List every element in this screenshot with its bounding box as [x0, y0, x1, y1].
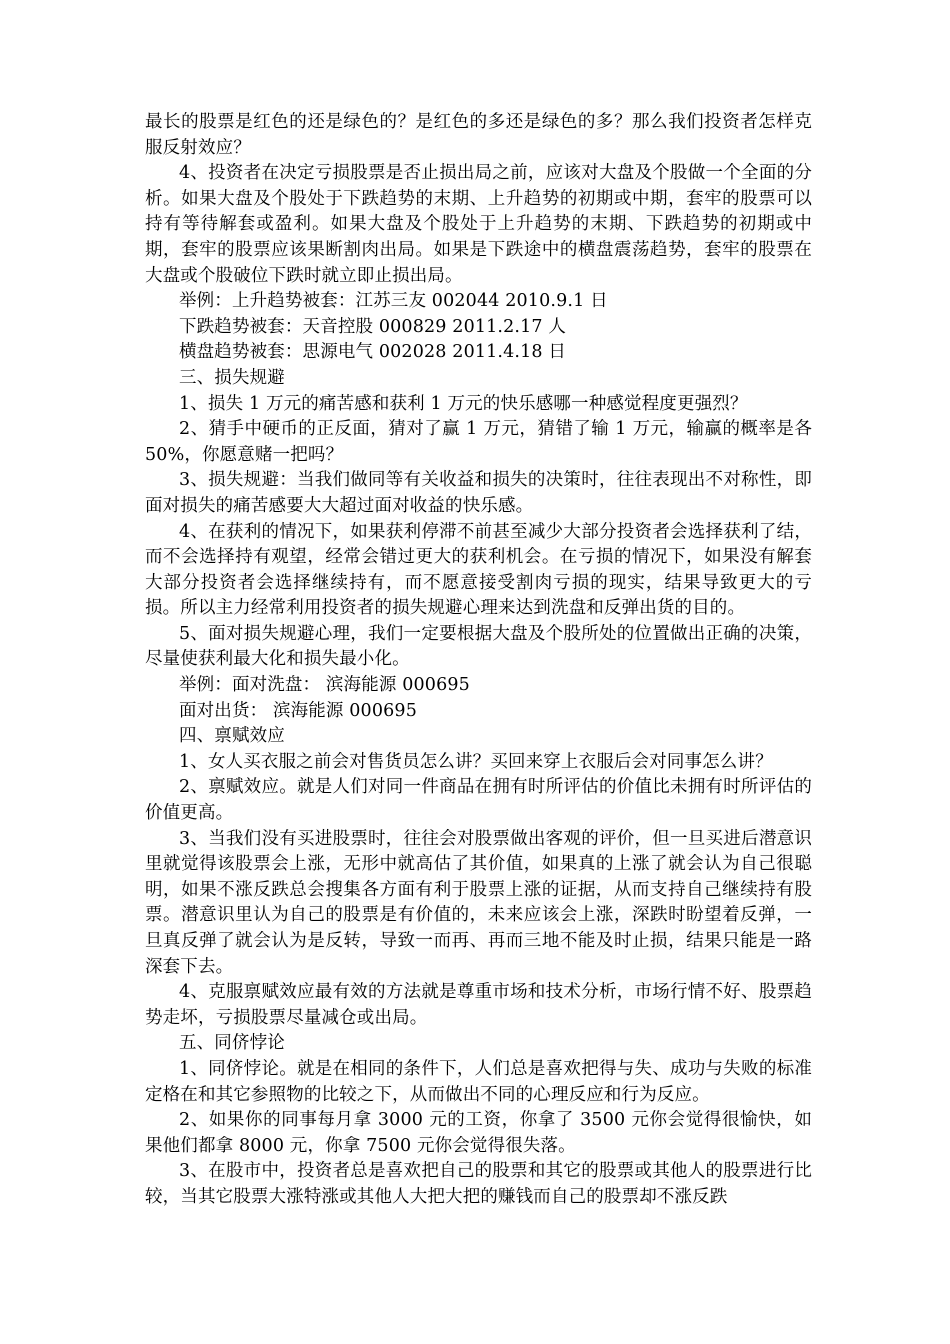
paragraph: 1、女人买衣服之前会对售货员怎么讲？买回来穿上衣服后会对同事怎么讲？ [179, 751, 773, 772]
paragraph: 3、损失规避：当我们做同等有关收益和损失的决策时，往往表现出不对称性，即面对损失的痛苦感要大大超过面对收益的快乐感。 [145, 470, 812, 516]
document-body [145, 110, 812, 1211]
paragraph: 4、克服禀赋效应最有效的方法就是尊重市场和技术分析，市场行情不好、股票趋势走坏，亏损股票尽量减仓或出局。 [145, 982, 812, 1028]
section-heading: 四、禀赋效应 [179, 726, 285, 747]
section-heading: 五、同侪悖论 [179, 1033, 285, 1054]
paragraph: 面对出货： 滨海能源 000695 [179, 700, 417, 721]
paragraph: 2、禀赋效应。就是人们对同一件商品在拥有时所评估的价值比未拥有时所评估的价值更高。 [145, 777, 812, 824]
paragraph: 3、在股市中，投资者总是喜欢把自己的股票和其它的股票或其他人的股票进行比较，当其它股票大涨特涨或其他人大把大把的赚钱而自己的股票却不涨反跌 [145, 1161, 812, 1207]
paragraph: 最长的股票是红色的还是绿色的？是红色的多还是绿色的多？那么我们投资者怎样克服反射效应？ [145, 112, 812, 158]
paragraph: 2、如果你的同事每月拿 3000 元的工资，你拿了 3500 元你会觉得很愉快，如果他们都拿 8000 元，你拿 7500 元你会觉得很失落。 [145, 1110, 812, 1156]
paragraph: 4、投资者在决定亏损股票是否止损出局之前，应该对大盘及个股做一个全面的分析。如果大盘及个股处于下跌趋势的末期、上升趋势的初期或中期，套牢的股票可以持有等待解套或盈利。如果大盘及个股处于上升趋势的末期、下跌趋势的初期或中期，套牢的股票应该果断割肉出局。如果是下跌途中的横盘震荡趋势，套牢的股票在大盘或个股破位下跌时就立即止损出局。 [145, 163, 812, 286]
paragraph: 下跌趋势被套：天音控股 000829 2011.2.17 人 [179, 316, 567, 337]
paragraph: 5、面对损失规避心理，我们一定要根据大盘及个股所处的位置做出正确的决策，尽量使获利最大化和损失最小化。 [145, 623, 812, 670]
paragraph: 举例：面对洗盘： 滨海能源 000695 [179, 675, 470, 696]
paragraph: 3、当我们没有买进股票时，往往会对股票做出客观的评价，但一旦买进后潜意识里就觉得该股票会上涨，无形中就高估了其价值，如果真的上涨了就会认为自己很聪明，如果不涨反跌总会搜集各方面有利于股票上涨的证据，从而支持自己继续持有股票。潜意识里认为自己的股票是有价值的，未来应该会上涨，深跌时盼望着反弹，一旦真反弹了就会认为是反转，导致一而再、再而三地不能及时止损，结果只能是一路深套下去。 [145, 828, 812, 977]
paragraph: 4、在获利的情况下，如果获利停滞不前甚至减少大部分投资者会选择获利了结，而不会选择持有观望，经常会错过更大的获利机会。在亏损的情况下，如果没有解套大部分投资者会选择继续持有，而不愿意接受割肉亏损的现实，结果导致更大的亏损。所以主力经常利用投资者的损失规避心理来达到洗盘和反弹出货的目的。 [145, 521, 812, 619]
section-heading: 三、损失规避 [179, 367, 285, 388]
paragraph: 举例：上升趋势被套：江苏三友 002044 2010.9.1 日 [179, 291, 608, 312]
paragraph: 2、猜手中硬币的正反面，猜对了赢 1 万元，猜错了输 1 万元，输赢的概率是各 50%，你愿意赌一把吗？ [145, 419, 812, 465]
paragraph: 1、损失 1 万元的痛苦感和获利 1 万元的快乐感哪一种感觉程度更强烈？ [179, 393, 748, 414]
paragraph: 1、同侪悖论。就是在相同的条件下，人们总是喜欢把得与失、成功与失败的标准定格在和其它参照物的比较之下，从而做出不同的心理反应和行为反应。 [145, 1058, 812, 1105]
paragraph: 横盘趋势被套：思源电气 002028 2011.4.18 日 [179, 342, 567, 363]
